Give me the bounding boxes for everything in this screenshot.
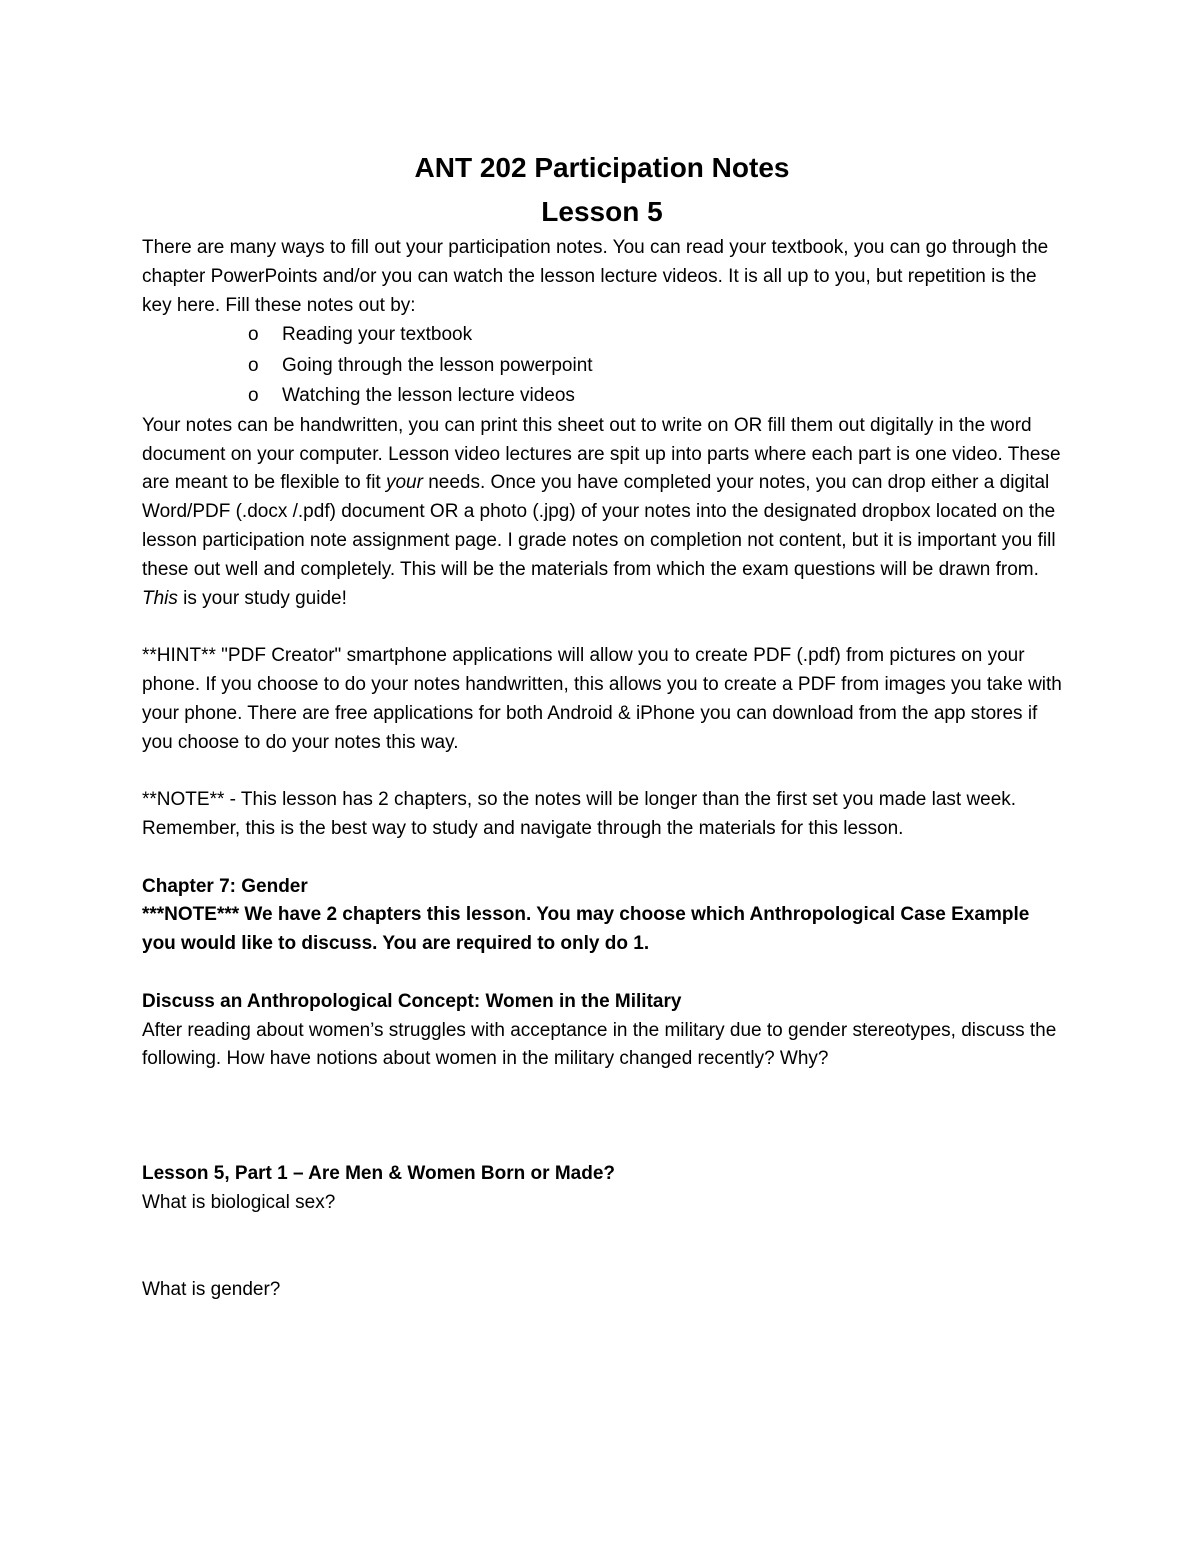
- instructions-text: is your study guide!: [177, 587, 347, 609]
- chapter-note: ***NOTE*** We have 2 chapters this lesson. You may choose which Anthropological Case Example you would like to discuss. You are required to only do 1.: [142, 904, 1030, 955]
- list-item-text: Reading your textbook: [282, 324, 473, 346]
- spacer: [142, 844, 1062, 873]
- concept-heading: Discuss an Anthropological Concept: Women in the Military: [142, 990, 682, 1012]
- instructions-text: needs. Once you have completed your notes, you can drop either a digital Word/PDF (.docx /.pdf) document OR a photo (.jpg) of your notes into the designated dropbox located on the lesson participation note assignment page. I grade notes on completion not content, but it is important you fill these out well and completely. This will be the materials from which the exam questions will be drawn from.: [142, 472, 1056, 580]
- emphasis-your: your: [385, 472, 423, 494]
- question-biological-sex: What is biological sex?: [142, 1192, 336, 1214]
- intro-paragraph: There are many ways to fill out your participation notes. You can read your textbook, you can go through the chapter PowerPoints and/or you can watch the lesson lecture videos. It is all up to you, but repetition is the key here. Fill these notes out by:: [142, 237, 1049, 316]
- instructions-paragraph: [142, 412, 1062, 614]
- study-methods-list: [142, 320, 1062, 412]
- lesson-subtitle: Lesson 5: [541, 196, 663, 227]
- chapter-heading: Chapter 7: Gender: [142, 875, 308, 897]
- list-item-text: Going through the lesson powerpoint: [282, 354, 593, 376]
- list-item: [248, 320, 1062, 351]
- bullet-icon: o: [248, 385, 259, 407]
- list-item: [248, 381, 1062, 412]
- list-item-text: Watching the lesson lecture videos: [282, 385, 575, 407]
- list-item: [248, 351, 1062, 382]
- concept-prompt: After reading about women’s struggles with acceptance in the military due to gender stereotypes, discuss the following. How have notions about women in the military changed recently? Why?: [142, 1019, 1057, 1070]
- bullet-icon: o: [248, 324, 259, 346]
- question-gender: What is gender?: [142, 1278, 281, 1300]
- note-paragraph: **NOTE** - This lesson has 2 chapters, so the notes will be longer than the first set you made last week. Remember, this is the best way to study and navigate through the materials for this lesson.: [142, 789, 1017, 840]
- answer-space: [142, 1218, 1062, 1276]
- spacer: [142, 613, 1062, 642]
- hint-paragraph: **HINT** "PDF Creator" smartphone applications will allow you to create PDF (.pdf) from pictures on your phone. If you choose to do your notes handwritten, this allows you to create a PDF from images you take with your phone. There are free applications for both Android & iPhone you can download from the app stores if you choose to do your notes this way.: [142, 645, 1062, 753]
- document-title: ANT 202 Participation Notes: [414, 152, 790, 183]
- spacer: [142, 959, 1062, 988]
- instructions-text: Your notes can be handwritten, you can print this sheet out to write on OR fill them out digitally in the word document on your computer. Lesson video lectures are spit up into parts where each part is one video. These are meant to be flexible to fit: [142, 414, 1061, 494]
- spacer: [142, 757, 1062, 786]
- answer-space: [142, 1074, 1062, 1160]
- bullet-icon: o: [248, 354, 259, 376]
- document-page: [142, 146, 1062, 1305]
- emphasis-this: This: [142, 587, 178, 609]
- part1-heading: Lesson 5, Part 1 – Are Men & Women Born or Made?: [142, 1163, 615, 1185]
